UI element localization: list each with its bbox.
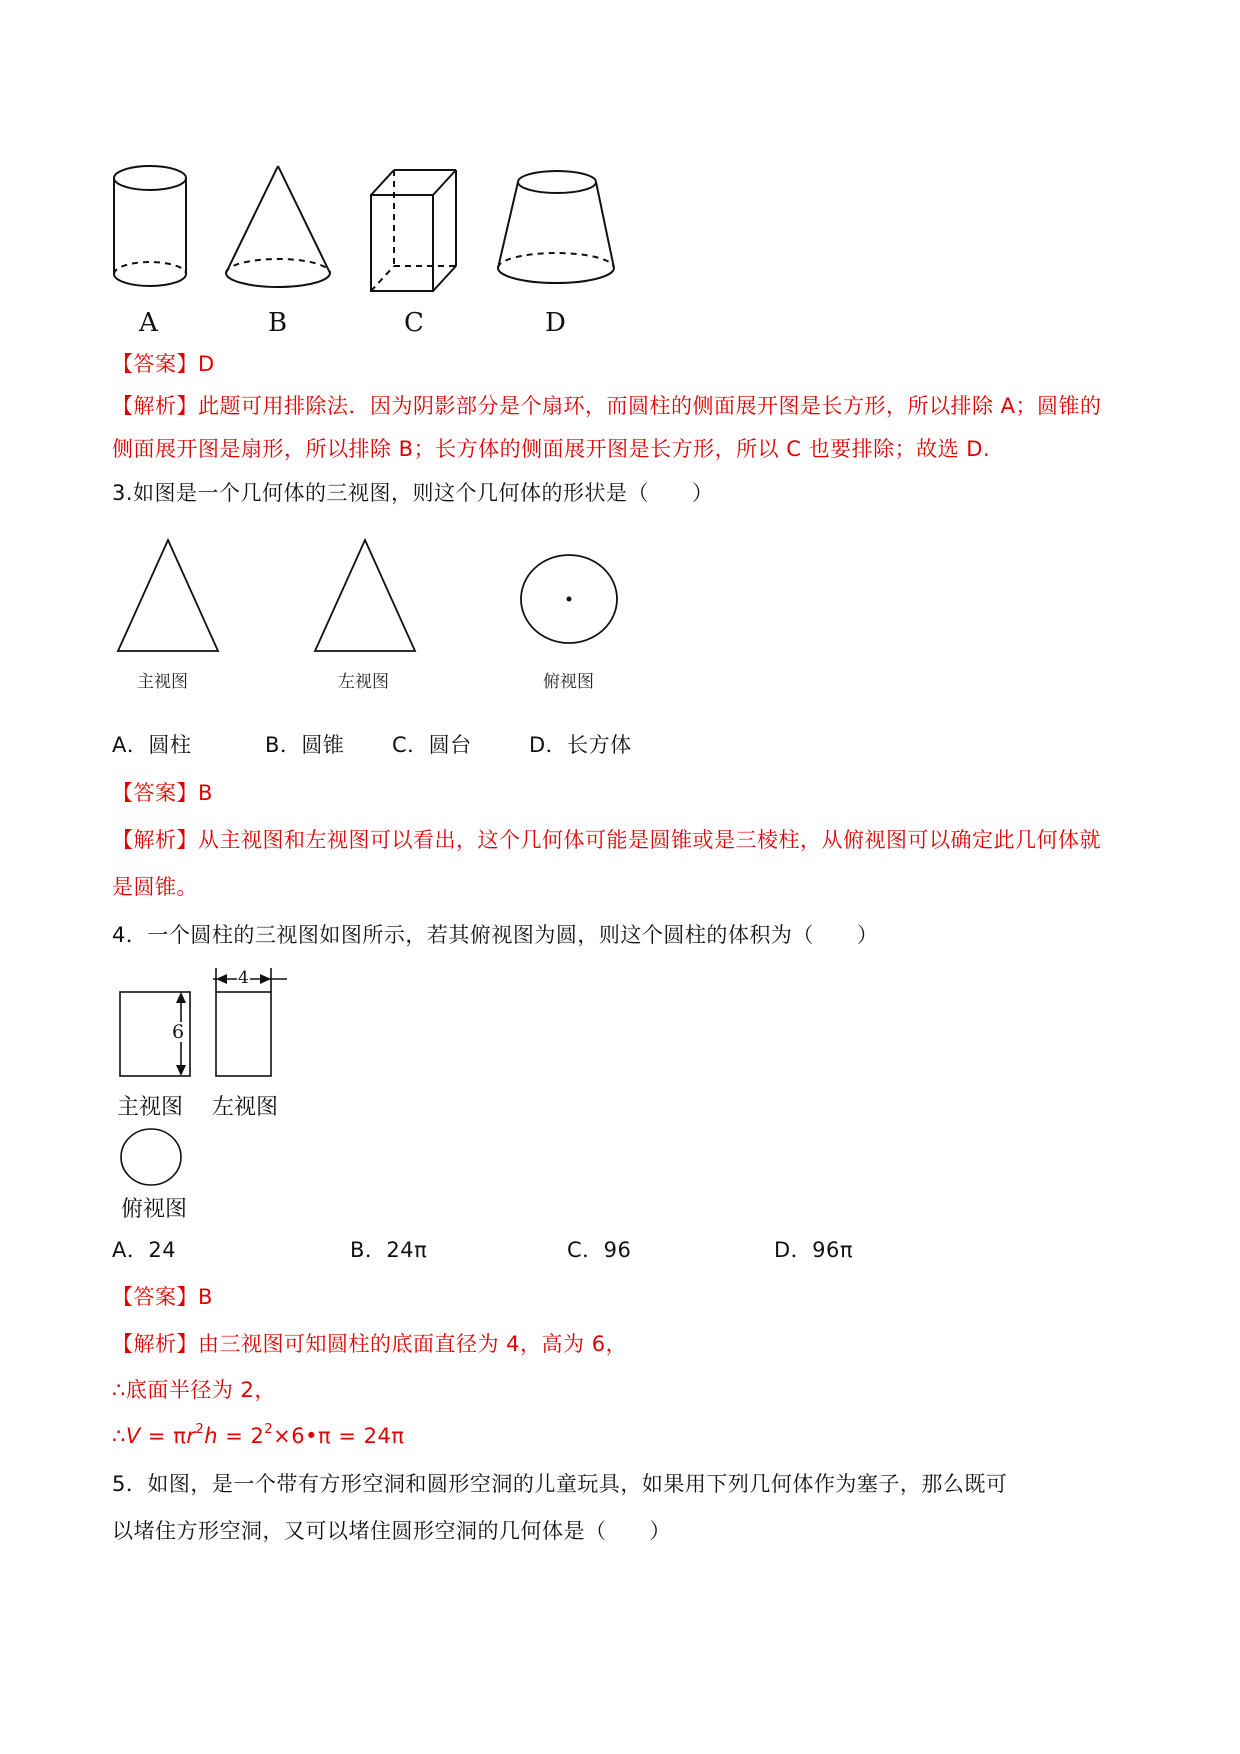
side-view-rect xyxy=(216,992,271,1076)
q5-question-line1: 5．如图，是一个带有方形空洞和圆形空洞的儿童玩具，如果用下列几何体作为塞子，那么既可 xyxy=(112,1472,1008,1496)
q2-analysis-line2: 侧面展开图是扇形，所以排除 B；长方体的侧面展开图是长方形，所以 C 也要排除；故选 D. xyxy=(112,437,991,461)
q3-option-c: C．圆台 xyxy=(392,733,472,757)
q4-front-view-label: 主视图 xyxy=(117,1095,184,1120)
q3-analysis-line2: 是圆锥。 xyxy=(112,875,198,899)
q4-option-a: A．24 xyxy=(112,1238,177,1262)
q4-top-view-label: 俯视图 xyxy=(121,1197,188,1222)
q4-analysis-line1: 【解析】由三视图可知圆柱的底面直径为 4，高为 6， xyxy=(112,1332,628,1356)
q4-top-view-circle xyxy=(121,1129,181,1185)
q4-answer: 【答案】B xyxy=(112,1285,213,1309)
figure-label-b: B xyxy=(268,308,288,338)
q4-side-view-label: 左视图 xyxy=(212,1095,279,1120)
q3-option-a: A．圆柱 xyxy=(112,733,192,757)
q2-analysis-line1: 【解析】此题可用排除法．因为阴影部分是个扇环，而圆柱的侧面展开图是长方形，所以排除 A；圆锥的 xyxy=(112,394,1102,418)
q2-answer: 【答案】D xyxy=(112,352,215,376)
figure-label-a: A xyxy=(139,308,158,338)
q4-option-c: C．96 xyxy=(567,1238,632,1262)
q3-side-view-label: 左视图 xyxy=(338,672,389,692)
q3-option-b: B．圆锥 xyxy=(265,733,345,757)
width-dimension-label: 4 xyxy=(238,968,249,988)
q3-analysis-line1: 【解析】从主视图和左视图可以看出，这个几何体可能是圆锥或是三棱柱，从俯视图可以确定此几何体就 xyxy=(112,828,1101,852)
q3-top-view-label: 俯视图 xyxy=(543,672,594,692)
q4-volume-formula: ∴V = $\pi r^2h$ = $2^2\times 6•\pi = 24\pi$ xyxy=(112,1422,405,1448)
q5-question-line2: 以堵住方形空洞，又可以堵住圆形空洞的几何体是（ ） xyxy=(112,1519,671,1543)
q4-analysis-line2: ∴底面半径为 2， xyxy=(112,1378,276,1402)
figure-label-d: D xyxy=(545,308,566,338)
q4-option-d: D．96π xyxy=(774,1238,854,1262)
q3-option-d: D．长方体 xyxy=(529,733,632,757)
q3-front-view-label: 主视图 xyxy=(137,672,188,692)
q4-question: 4．一个圆柱的三视图如图所示，若其俯视图为圆，则这个圆柱的体积为（ ） xyxy=(112,923,879,947)
height-dimension-label: 6 xyxy=(172,1021,185,1043)
q4-option-b: B．24π xyxy=(350,1238,428,1262)
figure-label-c: C xyxy=(404,308,424,338)
q3-answer: 【答案】B xyxy=(112,781,213,805)
q3-question: 3.如图是一个几何体的三视图，则这个几何体的形状是（ ） xyxy=(112,481,714,505)
